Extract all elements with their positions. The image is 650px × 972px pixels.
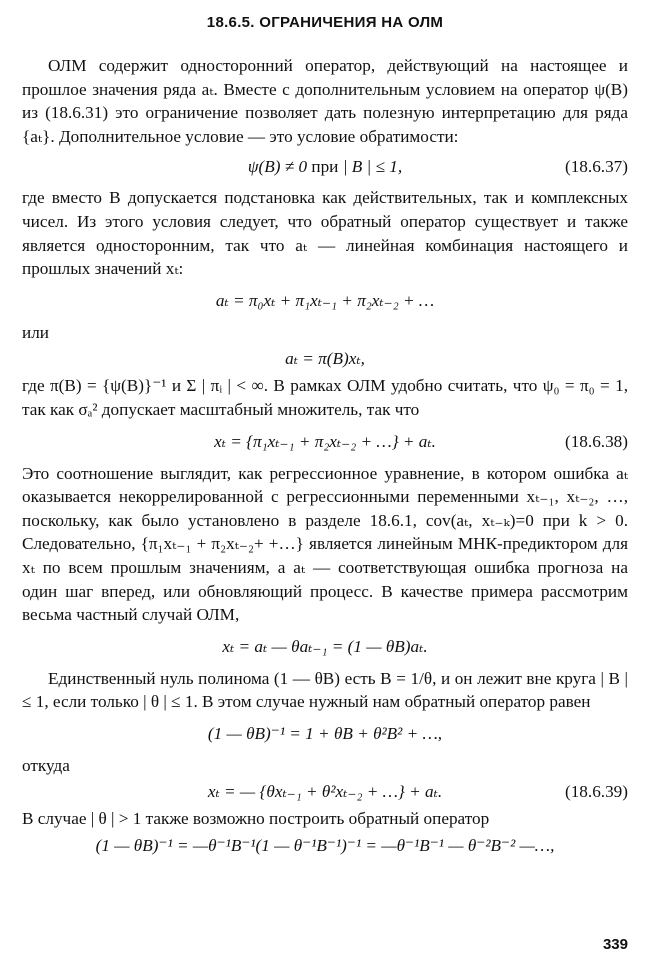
paragraph-1: ОЛМ содержит односторонний оператор, действующий на настоящее и прошлое значения ряда aₜ. Вместе с дополнительным условием на оператор ψ(B) из (18.6.31) это ограничение позволяет дать полезную интерпретацию для ряда {aₜ}. Дополнительное условие — это условие обратимости: xyxy=(22,56,628,146)
equation-body: xₜ = — {θxₜ₋₁ + θ²xₜ₋₂ + …} + aₜ. xyxy=(207,782,443,802)
paragraph-6: Единственный нуль полинома (1 — θB) есть B = 1/θ, и он лежит вне круга | B | ≤ 1, если только | θ | ≤ 1. В этом случае нужный нам обратный оператор равен xyxy=(22,668,628,712)
equation-body: (1 — θB)⁻¹ = —θ⁻¹B⁻¹(1 — θ⁻¹B⁻¹)⁻¹ = —θ⁻¹B⁻¹ — θ⁻²B⁻² —…, xyxy=(95,836,555,856)
equation-inverse-expansion xyxy=(22,831,628,861)
page-content xyxy=(22,14,628,861)
equation-lhs: ψ(B) ≠ 0 xyxy=(247,157,308,177)
paragraph-7: откуда xyxy=(22,755,70,775)
equation-18-6-39 xyxy=(22,777,628,807)
paragraph-2: где вместо B допускается подстановка как действительных, так и комплексных чисел. Из этого условия следует, что обратный оператор существует и также является односторонним, так что aₜ — линейная комбинация настоящего и прошлых значений xₜ: xyxy=(22,188,628,279)
equation-word: при xyxy=(311,157,339,177)
equation-a-expansion xyxy=(22,281,628,321)
equation-body: xₜ = {π₁xₜ₋₁ + π₂xₜ₋₂ + …} + aₜ. xyxy=(214,431,436,451)
equation-number: (18.6.38) xyxy=(564,431,628,451)
paragraph-3: или xyxy=(22,322,49,342)
equation-inverse-operator xyxy=(22,714,628,754)
page-number: 339 xyxy=(602,936,628,953)
equation-ma1 xyxy=(22,627,628,667)
paragraph-8: В случае | θ | > 1 также возможно построить обратный оператор xyxy=(22,809,490,829)
equation-number: (18.6.39) xyxy=(564,782,628,802)
equation-body: (1 — θB)⁻¹ = 1 + θB + θ²B² + …, xyxy=(207,723,443,743)
equation-a-operator xyxy=(22,344,628,374)
paragraph-4: где π(B) = {ψ(B)}⁻¹ и Σ | πᵢ | < ∞. В рамках ОЛМ удобно считать, что ψ₀ = π₀ = 1, так как σₐ² допускает масштабный множитель, так что xyxy=(22,376,628,419)
equation-number: (18.6.37) xyxy=(564,157,628,177)
equation-body: aₜ = π₀xₜ + π₁xₜ₋₁ + π₂xₜ₋₂ + … xyxy=(215,290,435,310)
equation-body: aₜ = π(B)xₜ, xyxy=(285,349,365,369)
equation-body: xₜ = aₜ — θaₜ₋₁ = (1 — θB)aₜ. xyxy=(222,636,428,656)
equation-18-6-38 xyxy=(22,422,628,462)
equation-18-6-37 xyxy=(22,148,628,186)
section-heading: 18.6.5. ОГРАНИЧЕНИЯ НА ОЛМ xyxy=(206,14,444,31)
equation-rhs: | B | ≤ 1, xyxy=(342,157,403,177)
paragraph-5: Это соотношение выглядит, как регрессионное уравнение, в котором ошибка aₜ оказывается некоррелированной с регрессионными переменными xₜ₋₁, xₜ₋₂, …, поскольку, как было установлено в разделе 18.6.1, cov(aₜ, xₜ₋ₖ)=0 при k > 0. Следовательно, {π₁xₜ₋₁ + π₂xₜ₋₂+ +…} является линейным МНК-предиктором для xₜ по всем прошлым значениям, а aₜ — соответствующая ошибка прогноза на один шаг вперед, или обновляющий процесс. В качестве примера рассмотрим весьма частный случай ОЛМ, xyxy=(22,463,628,625)
